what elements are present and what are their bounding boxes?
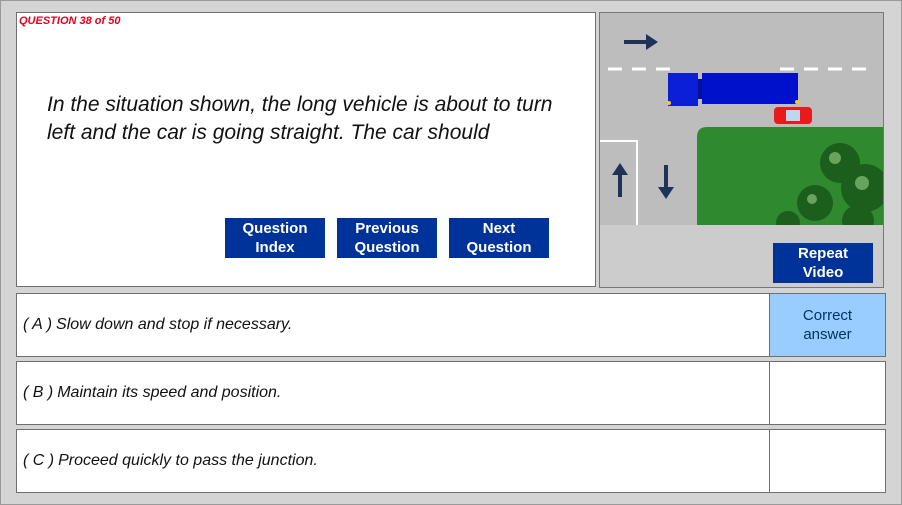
- answer-a-row: [23, 294, 292, 356]
- answer-letter: ( A ): [23, 316, 53, 333]
- answer-b[interactable]: [16, 361, 886, 425]
- question-panel: [16, 12, 596, 287]
- answer-letter: ( C ): [23, 452, 55, 469]
- answer-letter: ( B ): [23, 384, 54, 401]
- answer-a[interactable]: [16, 293, 886, 357]
- question-index-button[interactable]: Question Index: [225, 218, 325, 258]
- previous-question-button[interactable]: Previous Question: [337, 218, 437, 258]
- answer-status-label: [770, 430, 885, 492]
- answer-text: Maintain its speed and position.: [57, 384, 282, 401]
- correct-answer-label: Correct answer: [802, 307, 853, 343]
- repeat-video-button[interactable]: Repeat Video: [773, 243, 873, 283]
- car: [774, 107, 812, 124]
- answer-status-label: [770, 362, 885, 424]
- answer-status-cell: [769, 294, 885, 356]
- answer-status-cell: [769, 430, 885, 492]
- answer-status-cell: [769, 362, 885, 424]
- answer-text: Proceed quickly to pass the junction.: [58, 452, 318, 469]
- question-counter: QUESTION 38 of 50: [19, 15, 121, 27]
- truck: [667, 73, 799, 106]
- next-question-button[interactable]: Next Question: [449, 218, 549, 258]
- answer-c[interactable]: [16, 429, 886, 493]
- answer-text: Slow down and stop if necessary.: [56, 316, 293, 333]
- question-text: In the situation shown, the long vehicle is about to turn left and the car is going straight. The car should: [47, 93, 553, 144]
- answer-c-row: [23, 430, 318, 492]
- answer-b-row: [23, 362, 281, 424]
